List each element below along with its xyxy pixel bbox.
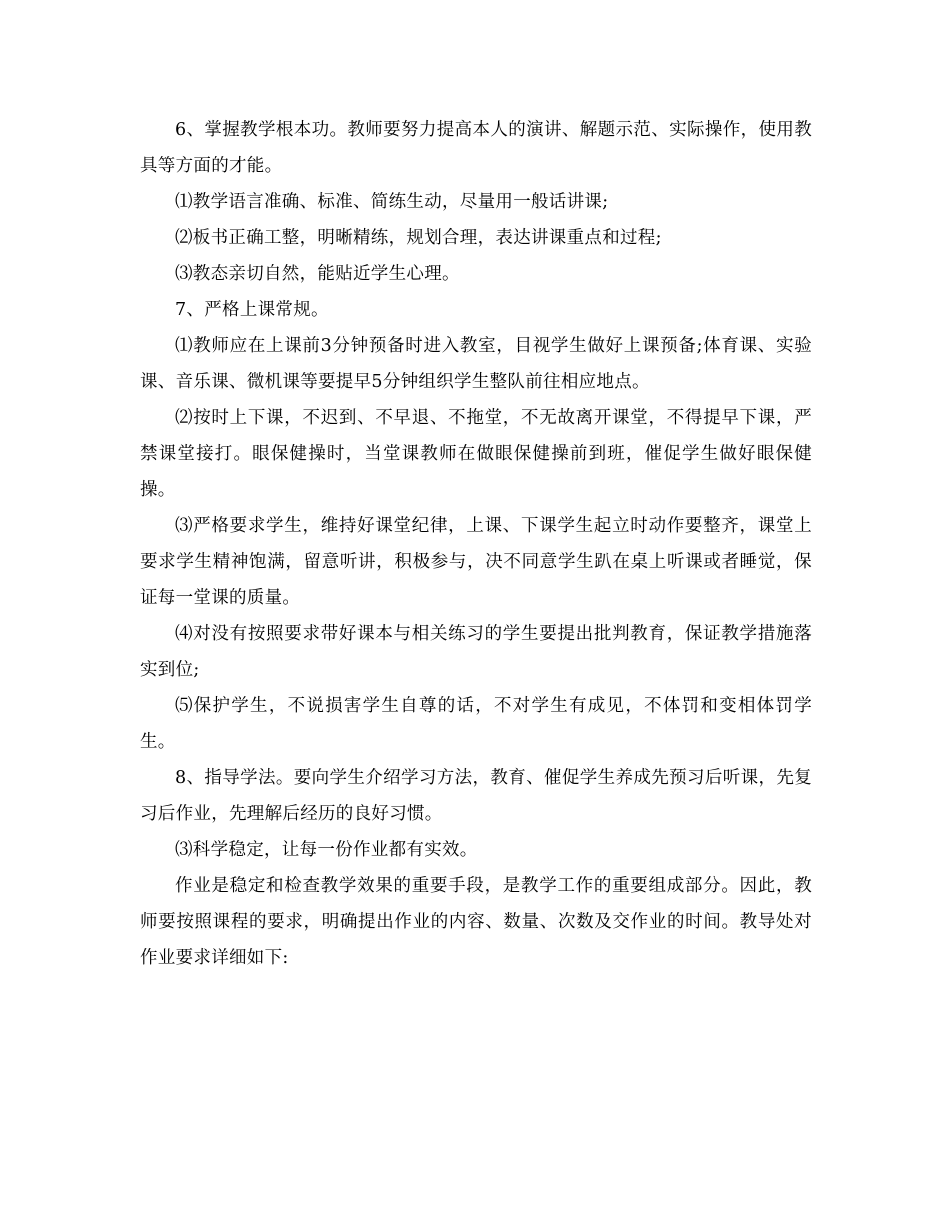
- paragraph-item-homework-3: ⑶科学稳定，让每一份作业都有实效。: [175, 840, 478, 860]
- paragraph-item-7-4: ⑷对没有按照要求带好课本与相关练习的学生要提出批判教育，保证教学措施落实到位;: [140, 624, 812, 680]
- paragraph-item-7-5: ⑸保护学生，不说损害学生自尊的话，不对学生有成见，不体罚和变相体罚学生。: [140, 696, 812, 752]
- paragraph-item-7-heading: 7、严格上课常规。: [175, 300, 329, 320]
- paragraph-item-6-1: ⑴教学语言准确、标准、简练生动，尽量用一般话讲课;: [175, 192, 609, 212]
- paragraph-item-6-heading: 6、掌握教学根本功。教师要努力提高本人的演讲、解题示范、实际操作，使用教具等方面的才能。: [140, 120, 812, 176]
- paragraph-item-homework-intro: 作业是稳定和检查教学效果的重要手段，是教学工作的重要组成部分。因此，教师要按照课程的要求，明确提出作业的内容、数量、次数及交作业的时间。教导处对作业要求详细如下:: [140, 876, 812, 968]
- document-body: [140, 112, 812, 976]
- paragraph-item-7-3: ⑶严格要求学生，维持好课堂纪律，上课、下课学生起立时动作要整齐，课堂上要求学生精神饱满，留意听讲，积极参与，决不同意学生趴在桌上听课或者睡觉，保证每一堂课的质量。: [140, 516, 812, 608]
- paragraph-item-7-2: ⑵按时上下课，不迟到、不早退、不拖堂，不无故离开课堂，不得提早下课，严禁课堂接打。眼保健操时，当堂课教师在做眼保健操前到班，催促学生做好眼保健操。: [140, 408, 812, 500]
- paragraph-item-6-3: ⑶教态亲切自然，能贴近学生心理。: [175, 264, 460, 284]
- paragraph-item-6-2: ⑵板书正确工整，明晰精练，规划合理，表达讲课重点和过程;: [175, 228, 662, 248]
- paragraph-item-8-heading: 8、指导学法。要向学生介绍学习方法，教育、催促学生养成先预习后听课，先复习后作业，先理解后经历的良好习惯。: [140, 768, 812, 824]
- paragraph-item-7-1: ⑴教师应在上课前3分钟预备时进入教室，目视学生做好上课预备;体育课、实验课、音乐课、微机课等要提早5分钟组织学生整队前往相应地点。: [140, 336, 812, 392]
